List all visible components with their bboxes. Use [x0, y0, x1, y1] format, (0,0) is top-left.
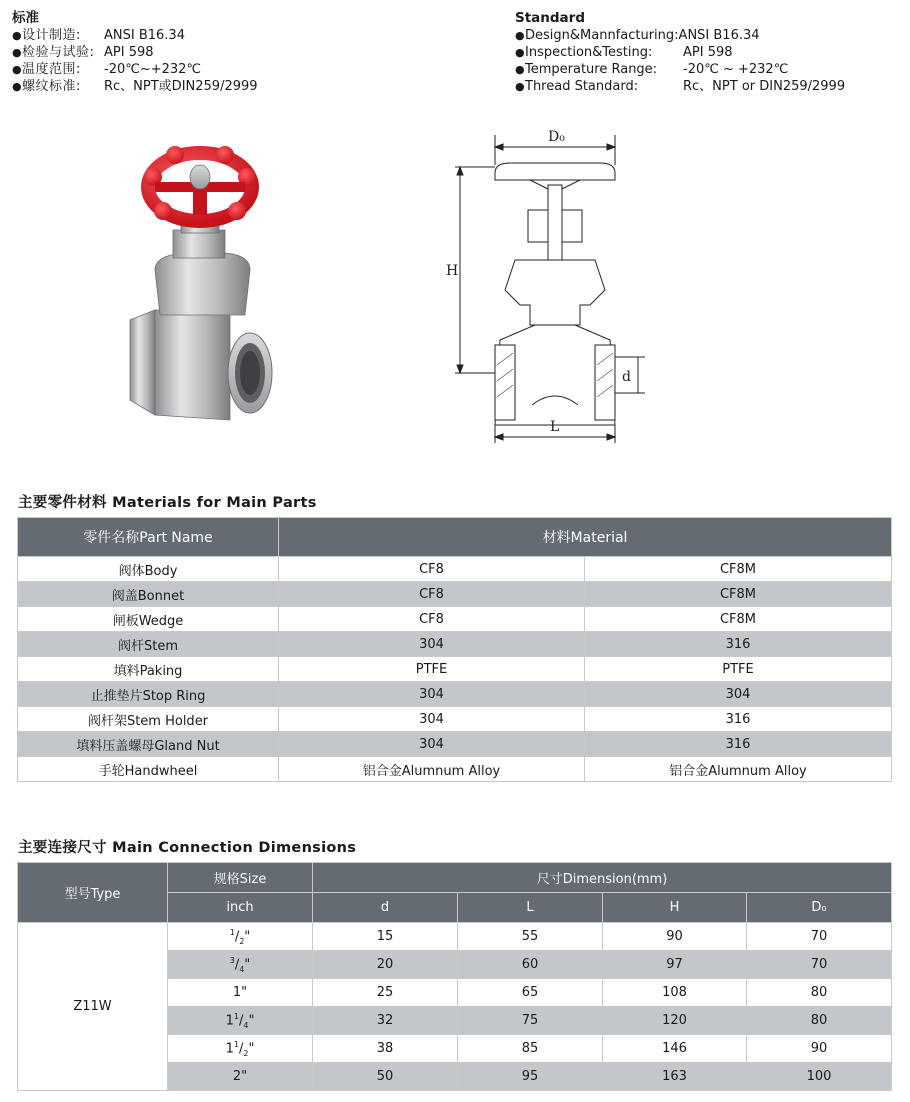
standard-en-item: ● Thread Standard: Rc、NPT or DIN259/2999	[515, 79, 846, 94]
size-cell: 1"	[168, 979, 313, 1007]
table-row: 填料Paking PTFE PTFE	[18, 657, 892, 682]
dimensions-section-title: 主要连接尺寸 Main Connection Dimensions	[18, 840, 357, 856]
header-d: d	[313, 893, 458, 923]
table-row: 阀杆架Stem Holder 304 316	[18, 707, 892, 732]
header-h: H	[603, 893, 747, 923]
size-cell: $1^1/_2$"	[168, 1035, 313, 1063]
dimensions-table	[17, 862, 892, 1091]
size-cell: $1^1/_4$"	[168, 1007, 313, 1035]
header-type: 型号Type	[18, 863, 168, 923]
header-material: 材料Material	[279, 518, 892, 557]
table-row: Z11W $^1/_2$" 15 55 90 70	[18, 923, 892, 951]
table-row: $^3/_4$" 20 60 97 70	[18, 951, 892, 979]
drawing-d0-label: D₀	[548, 129, 565, 145]
table-row: $1^1/_2$" 38 85 146 90	[18, 1035, 892, 1063]
header-l: L	[458, 893, 603, 923]
table-row: $1^1/_4$" 32 75 120 80	[18, 1007, 892, 1035]
table-row: 填料压盖螺母Gland Nut 304 316	[18, 732, 892, 757]
header-inch: inch	[168, 893, 313, 923]
standard-cn-item: ● 温度范围: -20℃~+232℃	[12, 62, 202, 77]
header-d0: D₀	[747, 893, 892, 923]
standard-cn-block	[12, 10, 258, 95]
size-cell: $^1/_2$"	[168, 923, 313, 951]
table-row: 闸板Wedge CF8 CF8M	[18, 607, 892, 632]
model-cell: Z11W	[18, 923, 168, 1091]
drawing-l-label: L	[550, 419, 560, 435]
standard-en-item: ● Temperature Range: -20℃ ~ +232℃	[515, 62, 789, 77]
standard-en-title: Standard	[515, 10, 585, 26]
standard-cn-item: ● 螺纹标准: Rc、NPT或DIN259/2999	[12, 79, 258, 94]
table-row: 阀杆Stem 304 316	[18, 632, 892, 657]
drawing-d-label: d	[622, 369, 631, 385]
materials-table	[17, 517, 892, 782]
materials-header-row	[18, 518, 892, 557]
standard-en-item: ● Design&Mannfacturing: ANSI B16.34	[515, 28, 760, 43]
table-row: 阀体Body CF8 CF8M	[18, 557, 892, 582]
table-row: 1" 25 65 108 80	[18, 979, 892, 1007]
drawing-h-label: H	[446, 263, 459, 279]
standard-en-block	[515, 10, 845, 95]
table-row: 2" 50 95 163 100	[18, 1063, 892, 1091]
size-cell: 2"	[168, 1063, 313, 1091]
standard-cn-item: ● 检验与试验: API 598	[12, 45, 154, 60]
header-dimension: 尺寸Dimension(mm)	[313, 863, 892, 893]
materials-section-title: 主要零件材料 Materials for Main Parts	[18, 495, 317, 511]
valve-cross-section-drawing	[440, 125, 660, 445]
standard-cn-title: 标准	[12, 10, 39, 26]
standard-en-item: ● Inspection&Testing: API 598	[515, 45, 733, 60]
valve-photo	[115, 145, 285, 425]
table-row: 手轮Handwheel 铝合金Alumnum Alloy 铝合金Alumnum Alloy	[18, 757, 892, 782]
size-cell: $^3/_4$"	[168, 951, 313, 979]
dimensions-header-row	[18, 863, 892, 893]
header-part-name: 零件名称Part Name	[18, 518, 279, 557]
table-row: 阀盖Bonnet CF8 CF8M	[18, 582, 892, 607]
table-row: 止推垫片Stop Ring 304 304	[18, 682, 892, 707]
standard-cn-item: ● 设计制造: ANSI B16.34	[12, 28, 185, 43]
header-size: 规格Size	[168, 863, 313, 893]
